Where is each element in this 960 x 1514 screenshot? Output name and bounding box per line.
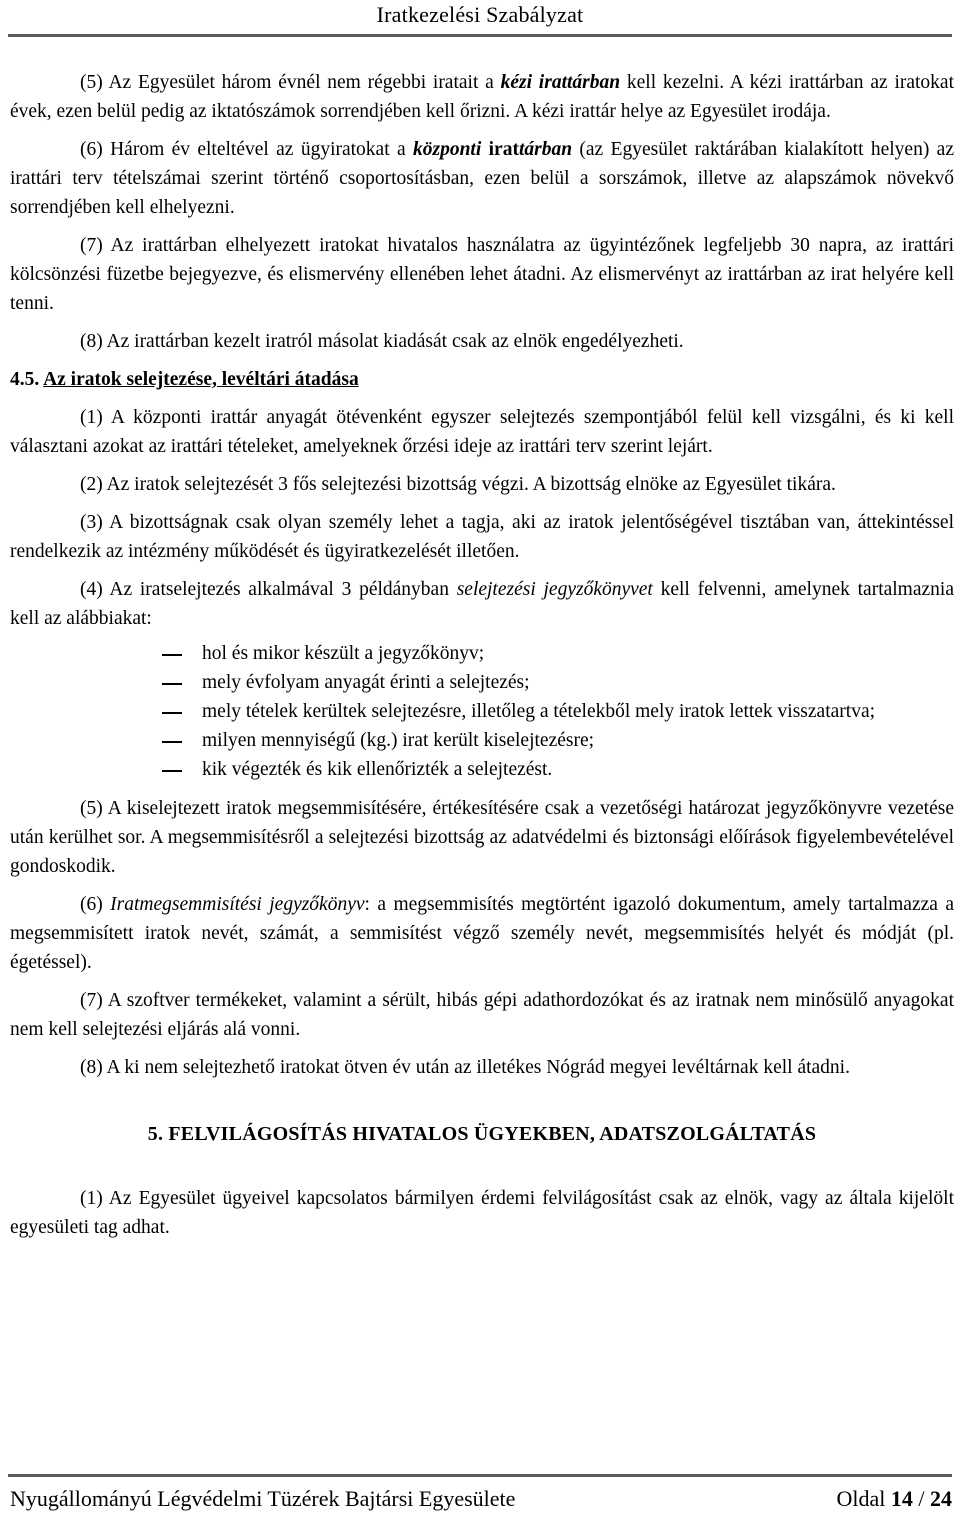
selejtezes-paragraph-3: (3) A bizottságnak csak olyan személy lehet a tagja, aki az iratok jelentőségével tisztában van, áttekintéssel rendelkezik az intézmény működését és ügyiratkezelését illetően. — [10, 512, 954, 562]
list-item: mely tételek kerültek selejtezésre, illetőleg a tételekből mely iratok lettek visszatartva; — [10, 697, 954, 726]
footer-organization: Nyugállományú Légvédelmi Tüzérek Bajtársi Egyesülete — [10, 1486, 516, 1511]
jegyzokonyv-contents-list — [10, 639, 954, 784]
felvilagositas-paragraph-1: (1) Az Egyesület ügyeivel kapcsolatos bármilyen érdemi felvilágosítást csak az elnök, vagy az általa kijelölt egyesületi tag adhat. — [10, 1188, 954, 1238]
list-item: kik végezték és kik ellenőrizték a selejtezést. — [10, 755, 954, 784]
paragraph-7-kolcsonzes: (7) Az irattárban elhelyezett iratokat hivatalos használatra az ügyintézőnek legfeljebb 30 napra, az irattári kölcsönzési füzetbe bejegyezve, és elismervény ellenében lehet átadni. Az elismervényt az irattárban az irat helyére kell tenni. — [10, 235, 954, 314]
emphasis-kozponti: központi — [412, 139, 482, 160]
header-divider — [8, 34, 952, 37]
page-header — [0, 0, 960, 34]
document-body — [10, 68, 954, 1251]
paragraph-6-kozponti-irattar: (6) Három év elteltével az ügyiratokat a központi irattárban (az Egyesület raktárában kialakított helyen) az irattári terv tételszámai szerint történő csoportosításban, ezen belül a sorszámok, illetve az alapszámok növekvő sorrendjében kell elhelyezni. — [10, 139, 954, 218]
paragraph-5-kezi-irattar: (5) Az Egyesület három évnél nem régebbi iratait a kézi irattárban kell kezelni. A kézi irattárban az iratokat évek, ezen belül pedig az iktatószámok sorrendjében kell őrizni. A kézi irattár helye az Egyesület irodája. — [10, 72, 955, 122]
list-item: mely évfolyam anyagát érinti a selejtezés; — [10, 668, 954, 697]
selejtezes-paragraph-2: (2) Az iratok selejtezését 3 fős selejtezési bizottság végzi. A bizottság elnöke az Egyesület tikára. — [80, 474, 836, 495]
paragraph-8-masolat: (8) Az irattárban kezelt iratról másolat kiadását csak az elnök engedélyezheti. — [80, 331, 684, 352]
footer-divider — [8, 1474, 952, 1477]
selejtezes-paragraph-8: (8) A ki nem selejtezhető iratokat ötven év után az illetékes Nógrád megyei levéltárnak kell átadni. — [80, 1057, 850, 1078]
emphasis-selejtezesi-jegyzokonyvet: selejtezési jegyzőkönyvet — [456, 579, 653, 600]
header-title: Iratkezelési Szabályzat — [376, 2, 584, 27]
selejtezes-paragraph-4: (4) Az iratselejtezés alkalmával 3 példányban selejtezési jegyzőkönyvet kell felvenni, amelynek tartalmaznia kell az alábbiakat: — [10, 579, 954, 629]
selejtezes-paragraph-1: (1) A központi irattár anyagát ötévenként egyszer selejtezés szempontjából felül kell vizsgálni, és ki kell választani azokat az irattári tételeket, amelyeknek őrzési ideje az irattári terv szerint lejárt. — [10, 407, 954, 457]
selejtezes-paragraph-5: (5) A kiselejtezett iratok megsemmisítésére, értékesítésére csak a vezetőségi határozat jegyzőkönyvre vezetése után kerülhet sor. A megsemmisítésről a selejtezési bizottság az adatvédelmi és biztonsági előírások figyelembevételével gondoskodik. — [10, 798, 954, 877]
page-footer — [10, 1486, 952, 1512]
list-item: hol és mikor készült a jegyzőkönyv; — [10, 639, 954, 668]
selejtezes-paragraph-6: (6) Iratmegsemmisítési jegyzőkönyv: a megsemmisítés megtörtént igazoló dokumentum, amely tartalmazza a megsemmisített iratok nevét, számát, a semmisítést végző személy nevét, megsemmisítés helyét és módját (pl. égetéssel). — [10, 894, 955, 973]
emphasis-iratmegsemmisitesi-jegyzokonyv: Iratmegsemmisítési jegyzőkönyv — [110, 894, 365, 915]
list-item: milyen mennyiségű (kg.) irat került kiselejtezésre; — [10, 726, 954, 755]
page-number: Oldal 14 / 24 — [836, 1486, 952, 1511]
section-heading-4-5: 4.5. Az iratok selejtezése, levéltári átadása — [10, 369, 359, 390]
chapter-heading-5: 5. FELVILÁGOSÍTÁS HIVATALOS ÜGYEKBEN, ADATSZOLGÁLTATÁS — [147, 1123, 817, 1145]
selejtezes-paragraph-7: (7) A szoftver termékeket, valamint a sérült, hibás gépi adathordozókat és az iratnak nem minősülő anyagokat nem kell selejtezési eljárás alá vonni. — [10, 990, 954, 1040]
emphasis-kezi-irattarban: kézi irattárban — [500, 72, 621, 93]
